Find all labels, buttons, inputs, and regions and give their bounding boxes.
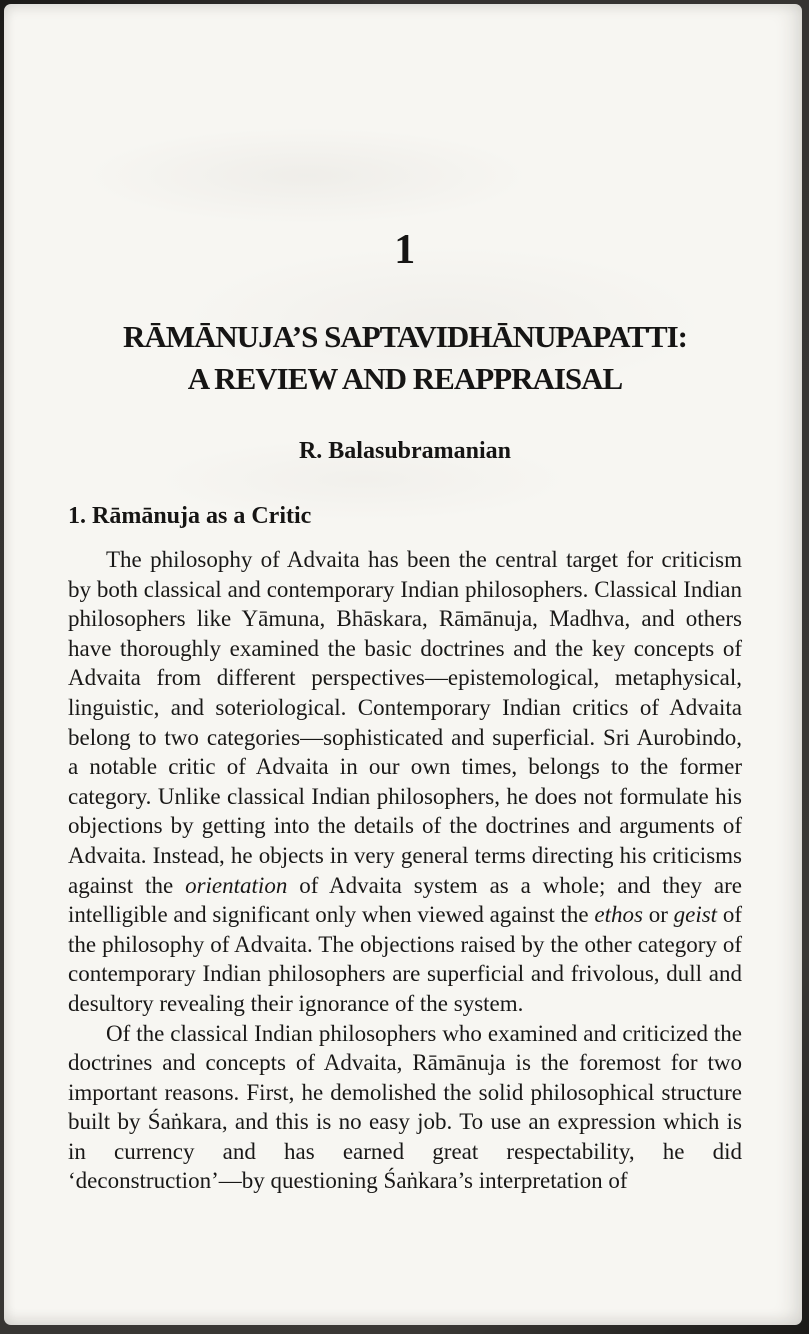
italic-term-orientation: orientation: [185, 872, 288, 898]
paragraph-1-segment: of Advaita system as a whole; and they are intelligible and significant only when viewed against the: [68, 872, 743, 928]
paragraph-2-segment: Of the classical Indian philosophers who examined and criticized the doctrines and concepts of Advaita, Rāmānuja is the foremost for two important reasons. First, he demolished the solid philosophical structure built by Śaṅkara, and this is no easy job. To use an expression which is in currency and has earned great respectability, he did ‘deconstruction’—by questioning Śaṅkara’s interpretation of: [68, 1020, 742, 1194]
paragraph-1-segment: of the philosophy of Advaita. The objections raised by the other category of contemporary Indian philosophers are superficial and frivolous, dull and desultory revealing their ignorance of the system.: [68, 902, 742, 1016]
paragraph-1-segment: The philosophy of Advaita has been the central target for criticism by both classical and contemporary Indian philosophers. Classical Indian philosophers like Yāmuna, Bhāskara, Rāmānuja, Madhva, and others have thoroughly examined the basic doctrines and the key concepts of Advaita from different perspectives—epistemological, metaphysical, linguistic, and soteriological. Contemporary Indian critics of Advaita belong to two categories—sophisticated and superficial. Sri Aurobindo, a notable critic of Advaita in our own times, belongs to the former category. Unlike classical Indian philosophers, he does not formulate his objections by getting into the details of the doctrines and arguments of Advaita. Instead, he objects in very general terms directing his criticisms against the: [68, 547, 742, 898]
italic-term-geist: geist: [673, 902, 718, 928]
chapter-title: [68, 316, 742, 400]
paragraph-1: [68, 545, 742, 1019]
paragraph-2: [68, 1019, 742, 1197]
chapter-number: 1: [394, 227, 416, 273]
italic-term-ethos: ethos: [594, 902, 643, 928]
chapter-title-line2: A REVIEW AND REAPPRAISAL: [187, 361, 623, 396]
page-content: [68, 4, 742, 1196]
author-name: R. Balasubramanian: [298, 438, 512, 464]
chapter-title-line1: RĀMĀNUJA’S SAPTAVIDHĀNUPAPATTI:: [122, 319, 688, 354]
section-heading: 1. Rāmānuja as a Critic: [68, 503, 312, 529]
book-page: [4, 4, 802, 1325]
paragraph-1-segment: or: [642, 902, 674, 928]
